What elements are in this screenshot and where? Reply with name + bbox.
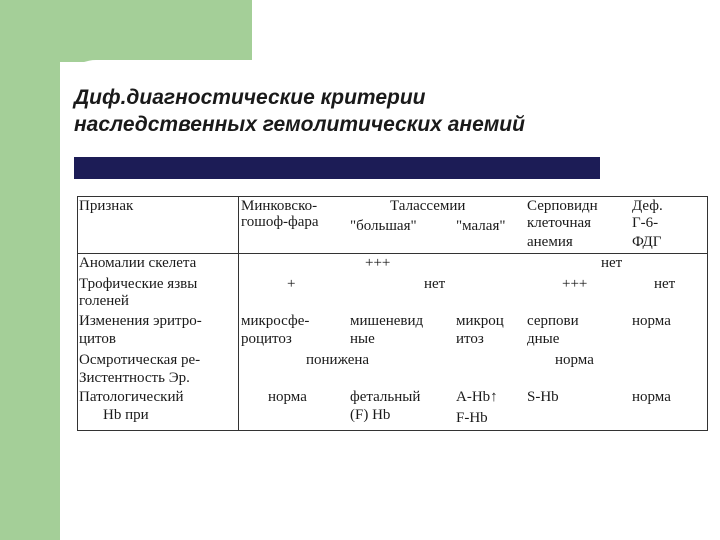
header-sickle-line3: анемия xyxy=(527,234,573,250)
row5-minor-line1: A-Hb↑ xyxy=(456,389,498,405)
title-line-2: наследственных гемолитических анемий xyxy=(74,113,525,136)
row2-thalassemia: нет xyxy=(424,276,446,292)
title-line-1: Диф.диагностические критерии xyxy=(74,86,426,109)
row3-sickle-line1: серпови xyxy=(527,313,579,329)
row5-minor-line2: F-Hb xyxy=(456,410,488,426)
row2-feature-line2: голеней xyxy=(79,293,129,309)
header-g6pd-line3: ФДГ xyxy=(632,234,662,250)
row2-minkowski: + xyxy=(287,276,296,292)
header-minkowski-line2: гошоф-фара xyxy=(241,214,319,230)
row3-sickle-line2: дные xyxy=(527,331,560,347)
row5-feature-line2: Hb при xyxy=(103,407,149,423)
row1-thalassemia: +++ xyxy=(365,255,391,271)
row3-major-line2: ные xyxy=(350,331,375,347)
row4-left-value: понижена xyxy=(306,352,370,368)
row5-minkowski: норма xyxy=(268,389,307,405)
row1-feature: Аномалии скелета xyxy=(79,255,197,271)
row5-g6pd: норма xyxy=(632,389,671,405)
slide-title xyxy=(74,84,525,138)
header-sickle-line2: клеточная xyxy=(527,215,592,231)
header-feature: Признак xyxy=(79,198,134,214)
row3-g6pd: норма xyxy=(632,313,671,329)
row5-major-line1: фетальный xyxy=(350,389,421,405)
row2-feature-line1: Трофические язвы xyxy=(79,276,198,292)
accent-bar xyxy=(0,0,60,540)
row2-g6pd: нет xyxy=(654,276,676,292)
header-minor: "малая" xyxy=(456,218,506,234)
column-divider xyxy=(238,196,239,430)
title-divider-bar xyxy=(74,157,600,179)
row1-sickle: нет xyxy=(601,255,623,271)
header-g6pd-line1: Деф. xyxy=(632,198,663,214)
header-sickle-line1: Серповидн xyxy=(527,198,598,214)
row5-feature-line1: Патологический xyxy=(79,389,184,405)
row3-major-line1: мишеневид xyxy=(350,313,424,329)
row4-feature-line1: Осмротическая ре- xyxy=(79,352,201,368)
row3-feature-line2: цитов xyxy=(79,331,116,347)
accent-block xyxy=(60,0,252,62)
header-major: "большая" xyxy=(350,218,417,234)
header-g6pd-line2: Г-6- xyxy=(632,215,659,231)
row3-feature-line1: Изменения эритро- xyxy=(79,313,202,329)
row5-sickle: S-Hb xyxy=(527,389,559,405)
header-thalassemia: Талассемии xyxy=(390,198,466,214)
row3-minor-line2: итоз xyxy=(456,331,484,347)
row3-minkowski-line2: роцитоз xyxy=(241,331,292,347)
row3-minkowski-line1: микросфе- xyxy=(241,313,310,329)
row3-minor-line1: микроц xyxy=(456,313,504,329)
row4-right-value: норма xyxy=(555,352,594,368)
row5-major-line2: (F) Hb xyxy=(350,407,391,423)
header-minkowski-line1: Минковско- xyxy=(241,198,318,214)
row2-sickle: +++ xyxy=(562,276,588,292)
row4-feature-line2: Зистентность Эр. xyxy=(79,370,190,386)
